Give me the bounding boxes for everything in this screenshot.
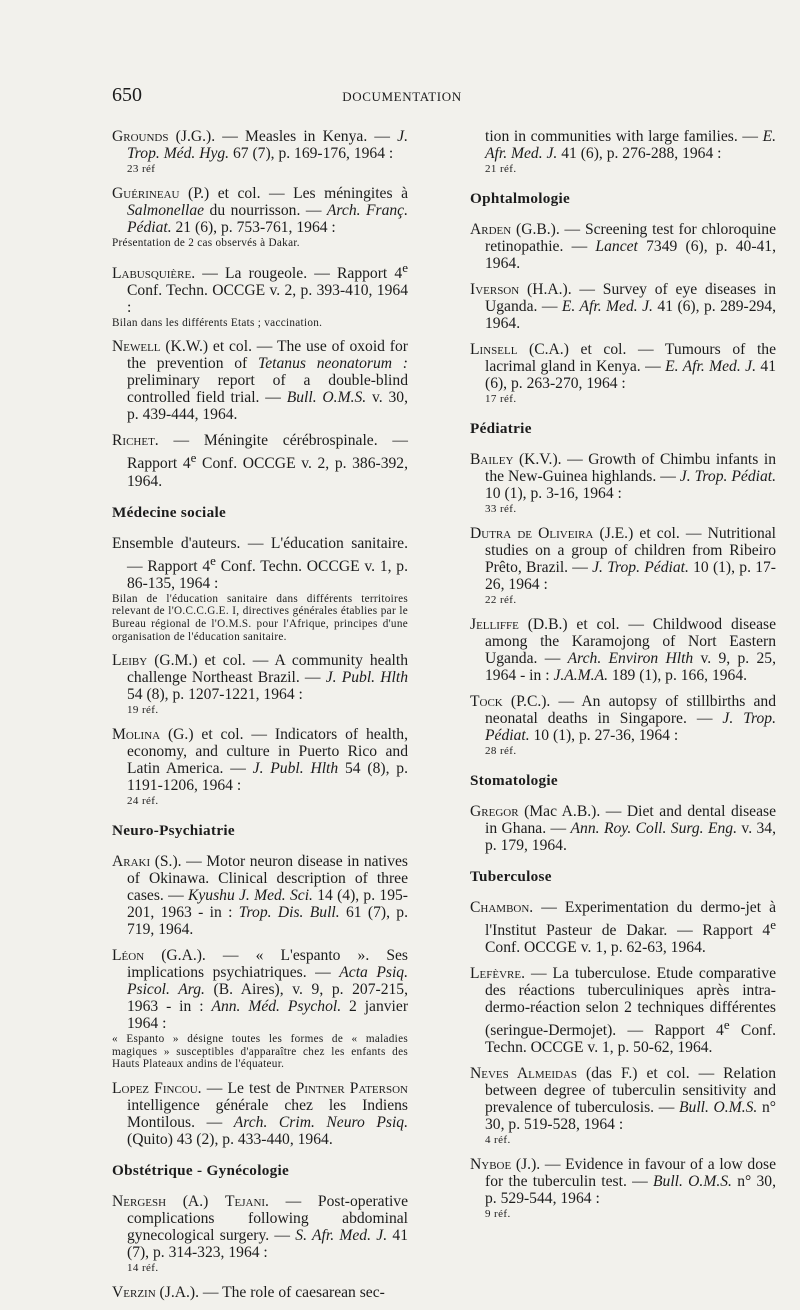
bib-entry-molina [112,726,408,808]
bib-entry-lefevre [470,965,776,1056]
bib-entry-dutra [470,525,776,607]
entry-abstract: Présentation de 2 cas observés à Dakar. [112,237,300,249]
journal-title: Kyushu J. Med. Sci. [187,887,313,905]
journal-title: J. Trop. Pédiat. [592,559,689,576]
entry-abstract: « Espanto » désigne toutes les formes de « maladies magiques » susceptibles d'apparaître chez les enfants des Hauts Plateaux andins de l'équateur. [112,1033,408,1071]
entry-citation: Bailey (K.V.). — Growth of Chimbu infants in the New-Guinea highlands. — J. Trop. Pédiat. 10 (1), p. 3-16, 1964 : [470,451,776,502]
entry-citation: Linsell (C.A.) et col. — Tumours of the lacrimal gland in Kenya. — E. Afr. Med. J. 41 (6), p. 263-270, 1964 : [470,341,776,392]
entry-citation: Lefèvre. — La tuberculose. Etude comparative des réactions tuberculiniques après intra-dermo-réaction selon 2 techniques différentes (seringue-Dermojet). — Rapport 4e Conf. Techn. OCCGE v. 1, p. 50-62, 1964. [470,965,777,1057]
author-name: Newell [112,338,161,356]
entry-citation: Verzin (J.A.). — The role of caesarean sec- [112,1283,385,1301]
author-name: Dutra de Oliveira [470,525,594,542]
journal-title: Arch. Franç. Pédiat. [127,202,408,236]
journal-title: J. Trop. Pédiat. [485,710,776,744]
section-heading-pediatrie: Pédiatrie [470,420,532,437]
journal-title: J. Trop. Méd. Hyg. [127,128,408,162]
author-name: Jelliffe [470,616,519,633]
author-name: Nyboe [470,1156,512,1174]
entry-citation: Labusquière. — La rougeole. — Rapport 4e Conf. Techn. OCCGE v. 2, p. 393-410, 1964 : [112,259,408,316]
author-name: Gregor [470,803,519,820]
entry-citation: Araki (S.). — Motor neuron disease in natives of Okinawa. Clinical description of three cases. — Kyushu J. Med. Sci. 14 (4), p. 195-201, 1963 - in : Trop. Dis. Bull. 61 (7), p. 719, 1964. [112,853,408,939]
entry-citation: Nergesh (A.) Tejani. — Post-operative complications following abdominal gynecological surgery. — S. Afr. Med. J. 41 (7), p. 314-323, 1964 : [112,1192,408,1261]
entry-citation: Leiby (G.M.) et col. — A community health challenge Northeast Brazil. — J. Publ. Hlth 54 (8), p. 1207-1221, 1964 : [112,652,408,704]
entry-citation: tion in communities with large families. — E. Afr. Med. J. 41 (6), p. 276-288, 1964 : [485,128,776,162]
reference-count: 14 réf. [127,1261,159,1274]
journal-title: Ann. Roy. Coll. Surg. Eng. [570,820,738,837]
author-name: Leiby [112,652,148,670]
entry-citation: Neves Almeidas (das F.) et col. — Relation between degree of tuberculin sensitivity and prevalence of tuberculosis. — Bull. O.M.S. n° 30, p. 519-528, 1964 : [470,1065,777,1134]
bib-entry-nyboe [470,1156,776,1221]
entry-citation: Grounds (J.G.). — Measles in Kenya. — J. Trop. Méd. Hyg. 67 (7), p. 169-176, 1964 : [112,128,408,162]
author-name: Araki [112,853,151,871]
bib-entry-verzin-continued [470,128,776,176]
page-number: 650 [112,84,142,106]
journal-title: Bull. O.M.S. [679,1099,758,1117]
author-name: Arden [470,221,512,238]
bib-entry-araki [112,853,408,938]
bib-entry-verzin [112,1284,408,1301]
entry-citation: Ensemble d'auteurs. — L'éducation sanitaire. — Rapport 4e Conf. Techn. OCCGE v. 1, p. 86-135, 1964 : [112,534,408,592]
running-title: DOCUMENTATION [342,89,462,104]
journal-title: Bull. O.M.S. [653,1173,732,1191]
author-name: Grounds [112,128,169,145]
author-name: Tock [470,693,503,710]
journal-title: E. Afr. Med. J. [485,128,776,162]
entry-citation: Lopez Fincou. — Le test de Pintner Paterson intelligence générale chez les Indiens Montilous. — Arch. Crim. Neuro Psiq. (Quito) 43 (2), p. 433-440, 1964. [112,1079,408,1148]
bib-entry-nergesh [112,1193,408,1275]
bib-entry-richet [112,432,408,489]
bib-entry-leon [112,947,408,1071]
entry-citation: Molina (G.) et col. — Indicators of health, economy, and culture in Puerto Rico and Latin America. — J. Publ. Hlth 54 (8), p. 1191-1206, 1964 : [112,726,408,795]
bib-entry-lopez-fincou [112,1080,408,1148]
bib-entry-labusquiere [112,259,408,330]
journal-title: S. Afr. Med. J. [295,1226,388,1244]
author-name: Léon [112,947,145,965]
author-name: Bailey [470,451,514,468]
section-heading-ophtalmologie: Ophtalmologie [470,190,571,207]
bib-entry-guerineau [112,185,408,250]
bib-entry-chambon [470,899,776,956]
author-name: Labusquière [112,264,192,282]
bib-entry-grounds [112,128,408,176]
author-name: Chambon [470,899,530,916]
entry-citation: Tock (P.C.). — An autopsy of stillbirths and neonatal deaths in Singapore. — J. Trop. Pédiat. 10 (1), p. 27-36, 1964 : [470,693,776,744]
bib-entry-gregor [470,803,776,854]
bib-entry-leiby [112,652,408,717]
journal-title: J. Publ. Hlth [252,760,339,778]
author-name: Lefèvre [470,965,522,983]
bib-entry-jelliffe [470,616,776,684]
entry-citation: Gregor (Mac A.B.). — Diet and dental disease in Ghana. — Ann. Roy. Coll. Surg. Eng. v. 34, p. 179, 1964. [470,803,776,854]
journal-title: E. Afr. Med. J. [561,298,653,315]
reference-count: 9 réf. [485,1208,511,1221]
journal-title: Arch. Environ Hlth [567,650,694,667]
author-name: Molina [112,726,161,744]
bib-entry-neves-almeidas [470,1065,776,1147]
bib-entry-linsell [470,341,776,406]
bib-entry-tock [470,693,776,758]
journal-title: J. Trop. Pédiat. [679,468,776,485]
reference-count: 33 réf. [485,503,517,515]
reference-count: 4 réf. [485,1134,511,1147]
section-heading-obstetrique: Obstétrique - Gynécologie [112,1161,290,1179]
right-column [470,128,776,1230]
entry-citation: Newell (K.W.) et col. — The use of oxoid for the prevention of Tetanus neonatorum : preliminary report of a double-blind controlled field trial. — Bull. O.M.S. v. 30, p. 439-444, 1964. [112,338,408,424]
author-name: Verzin [112,1283,156,1301]
entry-citation: Léon (G.A.). — « L'espanto ». Ses implications psychiatriques. — Acta Psiq. Psicol. Arg. (B. Aires), v. 9, p. 207-215, 1963 - in : Ann. Méd. Psychol. 2 janvier 1964 : [112,947,409,1033]
entry-citation: Dutra de Oliveira (J.E.) et col. — Nutritional studies on a group of children from Ribeiro Prêto, Brazil. — J. Trop. Pédiat. 10 (1), p. 17-26, 1964 : [470,525,776,593]
journal-title: Acta Psiq. Psicol. Arg. [127,964,408,999]
author-name: Nergesh [112,1192,167,1210]
author-name: Linsell [470,341,518,358]
page-header [112,84,692,112]
entry-citation: Iverson (H.A.). — Survey of eye diseases in Uganda. — E. Afr. Med. J. 41 (6), p. 289-294, 1964. [470,281,776,332]
journal-title: E. Afr. Med. J. [665,358,756,375]
bib-entry-iverson [470,281,776,332]
author-name: Guérineau [112,185,180,202]
journal-title: J. Publ. Hlth [325,669,408,687]
reference-count: 22 réf. [485,594,517,606]
reference-count: 21 réf. [485,163,517,175]
author-name: Lopez Fincou [112,1079,198,1097]
author-name: Neves Almeidas [470,1065,578,1083]
journal-title: Arch. Crim. Neuro Psiq. [233,1113,408,1131]
bib-entry-ensemble [112,535,408,644]
reference-count: 23 réf [127,163,156,175]
journal-title: Lancet [595,238,638,255]
entry-citation: Arden (G.B.). — Screening test for chloroquine retinopathie. — Lancet 7349 (6), p. 40-41, 1964. [470,221,777,272]
reference-count: 19 réf. [127,704,159,717]
left-column [112,128,408,1310]
reference-count: 17 réf. [485,393,517,405]
journal-title: Bull. O.M.S. [286,389,367,407]
section-heading-stomatologie: Stomatologie [470,772,558,789]
entry-citation: Jelliffe (D.B.) et col. — Childwood disease among the Karamojong of Nort Eastern Uganda. — Arch. Environ Hlth v. 9, p. 25, 1964 - in : J.A.M.A. 189 (1), p. 166, 1964. [470,616,776,684]
author-name: Iverson [470,281,520,298]
entry-citation: Nyboe (J.). — Evidence in favour of a low dose for the tuberculin test. — Bull. O.M.S. n° 30, p. 529-544, 1964 : [470,1156,777,1208]
author-name: Richet [112,432,155,450]
bib-entry-arden [470,221,776,272]
reference-count: 24 réf. [127,795,159,808]
section-heading-neuro-psychiatrie: Neuro-Psychiatrie [112,822,235,840]
entry-abstract: Bilan de l'éducation sanitaire dans différents territoires relevant de l'O.C.C.G.E. I, directives générales établies par le Bureau régional de l'O.M.S. pour l'Afrique, principes d'une organisation de l'éducation sanitaire. [112,592,408,643]
entry-abstract: Bilan dans les différents Etats ; vaccination. [112,316,323,329]
section-heading-medecine-sociale: Médecine sociale [112,503,227,521]
reference-count: 28 réf. [485,745,517,757]
entry-citation: Richet. — Méningite cérébrospinale. — Rapport 4e Conf. OCCGE v. 2, p. 386-392, 1964. [112,432,408,490]
bib-entry-bailey [470,451,776,516]
entry-citation: Guérineau (P.) et col. — Les méningites à Salmonellae du nourrisson. — Arch. Franç. Pédiat. 21 (6), p. 753-761, 1964 : [112,185,408,236]
section-heading-tuberculose: Tuberculose [470,868,552,885]
bib-entry-newell [112,338,408,423]
entry-citation: Chambon. — Experimentation du dermo-jet à l'Institut Pasteur de Dakar. — Rapport 4e Conf. OCCGE v. 1, p. 62-63, 1964. [470,899,776,957]
